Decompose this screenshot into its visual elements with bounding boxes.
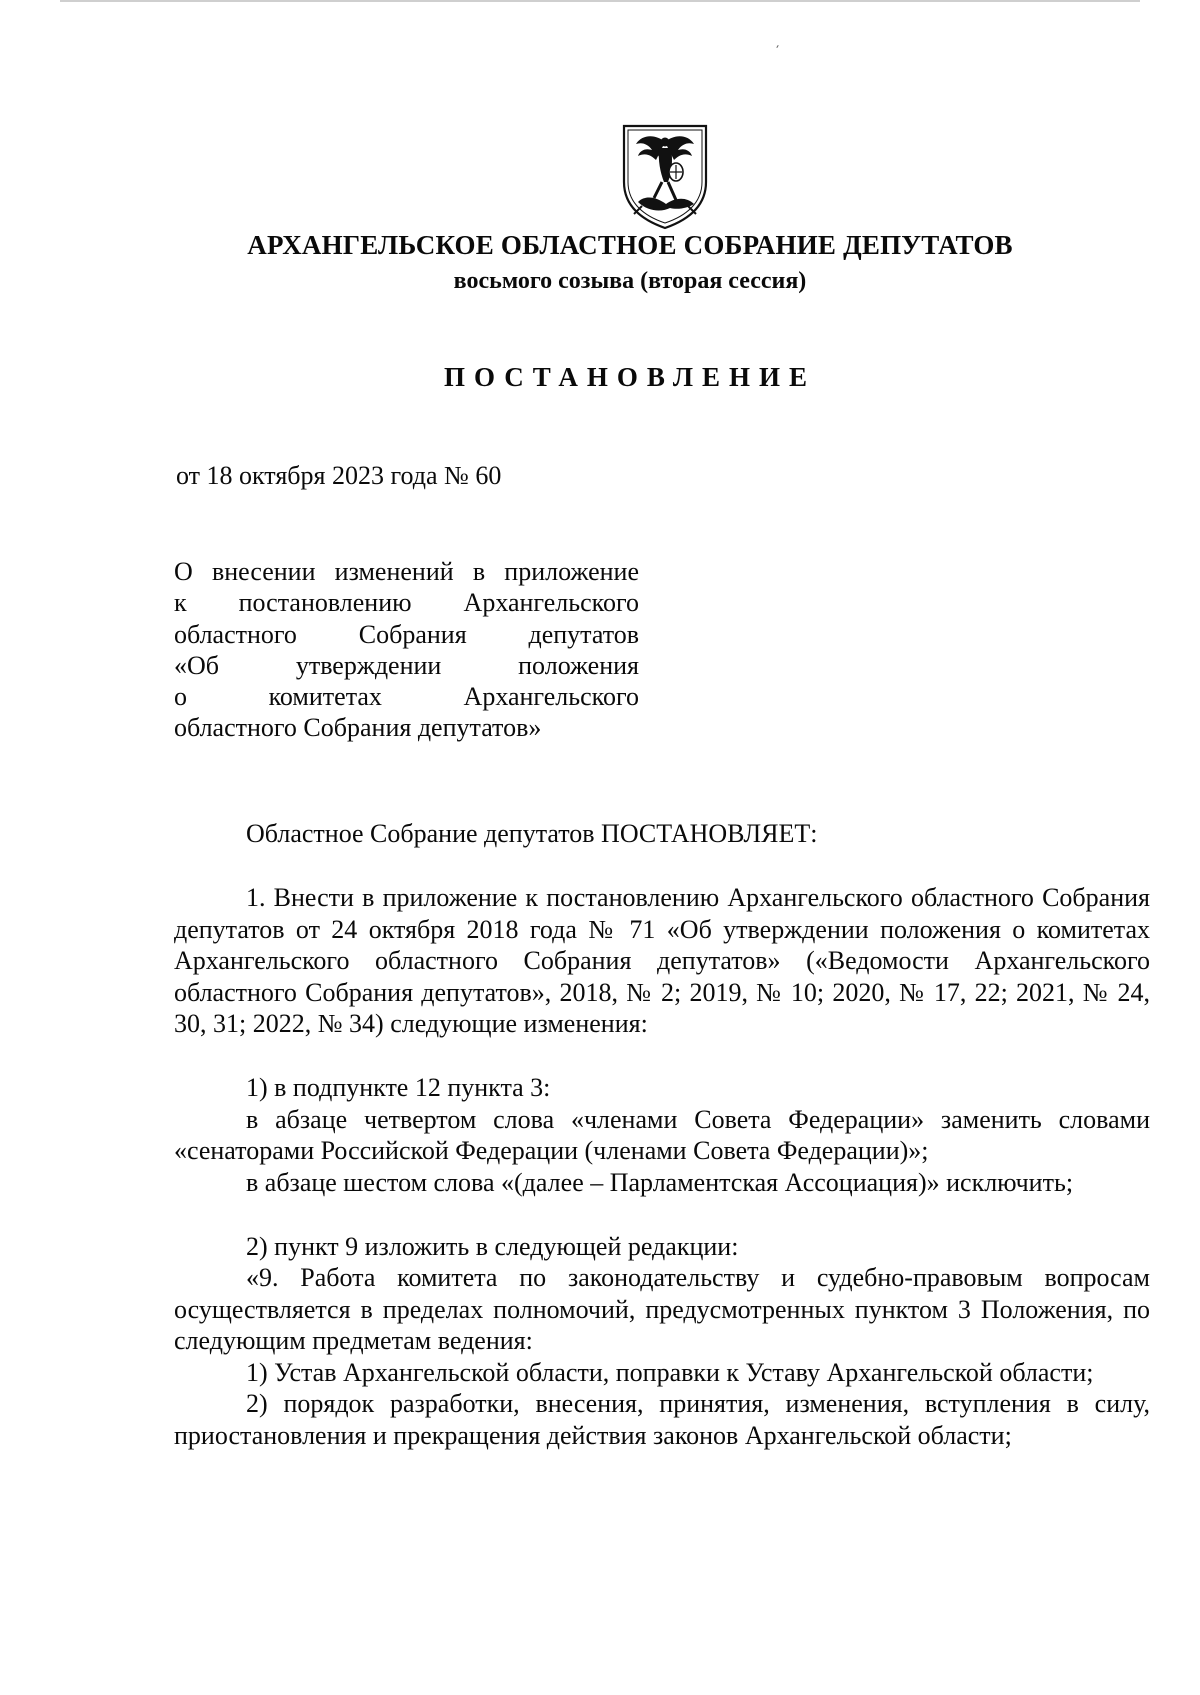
subitem-2-list-item: 2) порядок разработки, внесения, принятия, изменения, вступления в силу, приостановления и прекращения действия законов Архангельской области; bbox=[174, 1389, 1150, 1450]
subitem-1-paragraph-b: в абзаце шестом слова «(далее – Парламентская Ассоциация)» исключить; bbox=[246, 1167, 1074, 1197]
document-date-number: от 18 октября 2023 года № 60 bbox=[176, 461, 502, 490]
document-subject bbox=[174, 556, 639, 744]
subject-line: О внесении изменений в приложение bbox=[174, 557, 639, 586]
subject-line: областного Собрания депутатов bbox=[174, 619, 639, 649]
document-type-heading: ПОСТАНОВЛЕНИЕ bbox=[443, 362, 817, 392]
document-body bbox=[174, 818, 1150, 1451]
subitem-2-title: 2) пункт 9 изложить в следующей редакции: bbox=[246, 1232, 739, 1262]
subject-line: о комитетах Архангельского bbox=[174, 682, 639, 712]
organization-title: АРХАНГЕЛЬСКОЕ ОБЛАСТНОЕ СОБРАНИЕ ДЕПУТАТОВ bbox=[247, 230, 1013, 260]
subitem-1-title: 1) в подпункте 12 пункта 3: bbox=[246, 1073, 551, 1103]
preamble-paragraph: Областное Собрание депутатов ПОСТАНОВЛЯЕТ: bbox=[246, 819, 818, 848]
scan-speck bbox=[776, 45, 778, 48]
subject-line: «Об утверждении положения bbox=[174, 650, 639, 680]
subitem-1-paragraph-a: в абзаце четвертом слова «членами Совета Федерации» заменить словами «сенаторами Российской Федерации (членами Совета Федерации)»; bbox=[174, 1104, 1150, 1166]
subject-line: областного Собрания депутатов» bbox=[174, 713, 542, 743]
subitem-2-intro: «9. Работа комитета по законодательству и судебно-правовым вопросам осуществляется в пределах полномочий, предусмотренных пунктом 3 Положения, по следующим предметам ведения: bbox=[174, 1263, 1150, 1356]
scan-edge-line bbox=[60, 0, 1140, 2]
arkhangelsk-coat-of-arms-icon bbox=[618, 120, 712, 230]
convocation-subtitle: восьмого созыва (вторая сессия) bbox=[453, 268, 807, 294]
subject-line: к постановлению Архангельского bbox=[174, 588, 639, 618]
subitem-2-list-item: 1) Устав Архангельской области, поправки к Уставу Архангельской области; bbox=[246, 1357, 1094, 1387]
item-1-paragraph: 1. Внести в приложение к постановлению Архангельского областного Собрания депутатов от 24 октября 2018 года № 71 «Об утверждении положения о комитетах Архангельского областного Собрания депутатов» («Ведомости Архангельского областного Собрания депутатов», 2018, № 2; 2019, № 10; 2020, № 17, 22; 2021, № 24, 30, 31; 2022, № 34) следующие изменения: bbox=[174, 883, 1150, 1039]
